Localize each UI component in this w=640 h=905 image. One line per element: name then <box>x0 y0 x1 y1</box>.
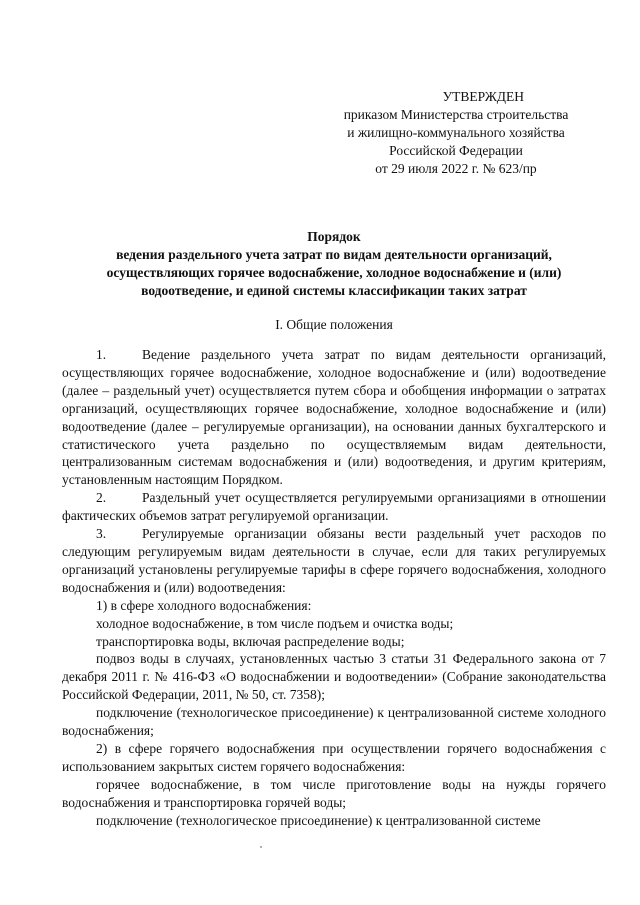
title-description: ведения раздельного учета затрат по видам деятельности организаций, осуществляющих горячее водоснабжение, холодное водоснабжение и (или) водоотведение, и единой системы классификации таких затрат <box>106 247 562 298</box>
subitem-2b: подключение (технологическое присоединение) к централизованной системе <box>96 812 541 828</box>
subitem-1c: подвоз воды в случаях, установленных частью 3 статьи 31 Федерального закона от 7 декабря 2011 г. № 416-ФЗ «О водоснабжении и водоотведении» (Собрание законодательства Российской Федерации, 2011, № 50, ст. 7358); <box>62 651 606 703</box>
paragraph-text: Регулируемые организации обязаны вести раздельный учет расходов по следующим регулируемым видам деятельности в случае, если для таких регулируемых организаций установлены регулируемые тарифы в сфере горячего водоснабжения, холодного водоснабжения и (или) водоотведения: <box>62 526 606 595</box>
subitem-1a: холодное водоснабжение, в том числе подъем и очистка воды; <box>96 615 454 631</box>
title-word: Порядок <box>307 229 361 244</box>
section-heading: I. Общие положения <box>275 317 393 332</box>
approval-heading: УТВЕРЖДЕН <box>442 89 524 104</box>
approval-line: Российской Федерации <box>389 143 523 158</box>
approval-line: приказом Министерства строительства <box>343 107 569 122</box>
document-body <box>62 346 606 829</box>
approval-block <box>306 88 606 178</box>
paragraph-number: 2. <box>96 490 107 506</box>
paragraph-number: 1. <box>96 347 107 362</box>
paragraph-text: Ведение раздельного учета затрат по видам деятельности организаций, осуществляющих горячее водоснабжение, холодное водоснабжение и (или) водоотведение (далее – раздельный учет) осуществляется путем сбора и обобщения информации о затратах организаций, осуществляющих горячее водоснабжение, холодное водоснабжение и (или) водоотведение (далее – регулируемые организации), на основании данных бухгалтерского и статистического учета раздельно по осуществляемым видам деятельности, централизованным системам водоснабжения и (или) водоотведения, и другим критериям, установленным настоящим Порядком. <box>62 347 606 488</box>
subitem-2: 2) в сфере горячего водоснабжения при осуществлении горячего водоснабжения с использованием закрытых систем горячего водоснабжения: <box>62 740 606 774</box>
subitem-1: 1) в сфере холодного водоснабжения: <box>96 597 312 613</box>
subitem-1b: транспортировка воды, включая распределение воды; <box>96 633 405 649</box>
approval-line: и жилищно-коммунального хозяйства <box>347 125 565 140</box>
paragraph-number: 3. <box>96 526 107 542</box>
paragraph-text: Раздельный учет осуществляется регулируемыми организациями в отношении фактических объемов затрат регулируемой организации. <box>62 490 606 524</box>
paragraph-2 <box>62 489 606 525</box>
subitem-2a: горячее водоснабжение, в том числе приготовление воды на нужды горячего водоснабжения и транспортировка горячей воды; <box>62 776 606 810</box>
document-title <box>62 228 606 300</box>
subitem-1d: подключение (технологическое присоединение) к централизованной системе холодного водоснабжения; <box>62 705 606 739</box>
scan-speck <box>260 846 262 848</box>
approval-line: от 29 июля 2022 г. № 623/пр <box>375 161 537 176</box>
paragraph-3 <box>62 525 606 597</box>
paragraph-1 <box>62 346 606 489</box>
